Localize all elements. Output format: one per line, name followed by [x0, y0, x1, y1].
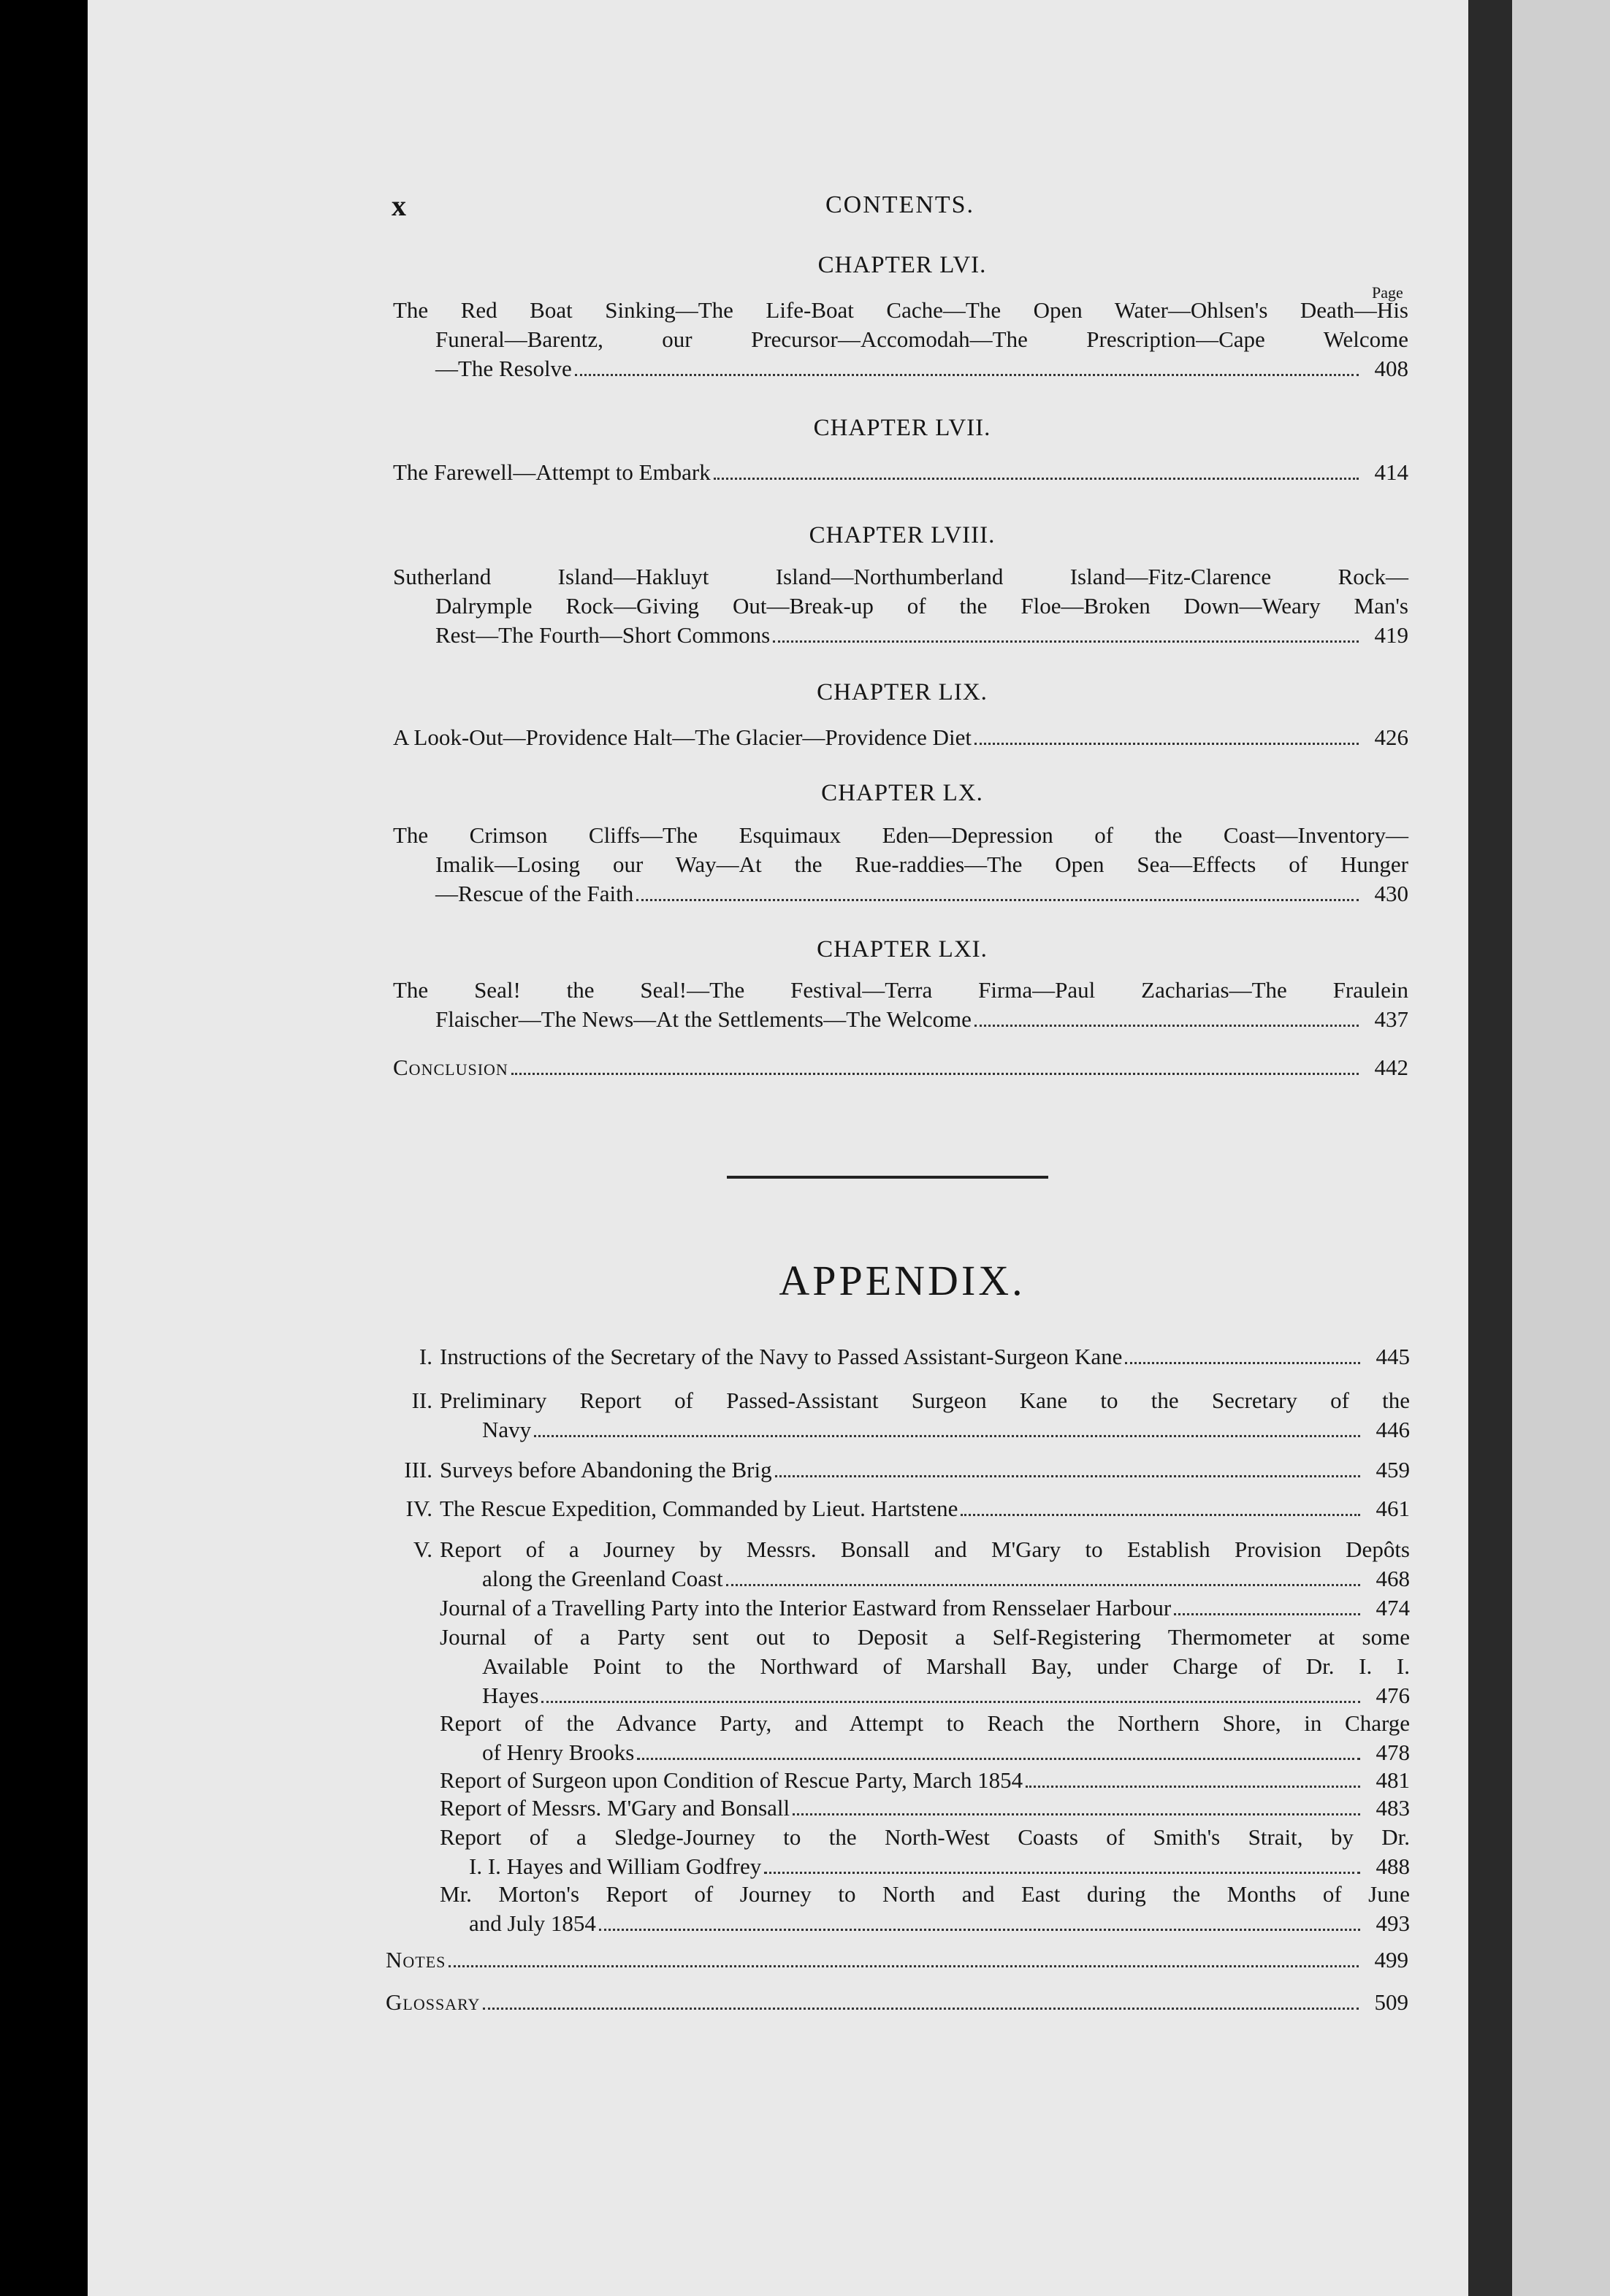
chapter-heading: CHAPTER LVIII.	[809, 522, 996, 548]
entry-line: Rest—The Fourth—Short Commons 419	[393, 621, 1408, 650]
toc-entry	[393, 296, 1408, 383]
page-number: 419	[1374, 622, 1408, 648]
item-numeral: III.	[404, 1457, 432, 1482]
page-number: 426	[1374, 724, 1408, 750]
page-column-label: Page	[1372, 283, 1403, 302]
page-number: 483	[1376, 1795, 1410, 1821]
page-number: 493	[1376, 1910, 1410, 1936]
page-number: 476	[1376, 1683, 1410, 1708]
appendix-item: I. Instructions of the Secretary of the Navy to Passed Assistant-Surgeon Kane 445	[394, 1342, 1410, 1371]
entry-line: A Look-Out—Providence Halt—The Glacier—Providence Diet 426	[393, 723, 1408, 752]
book-gutter	[1468, 0, 1512, 2296]
toc-entry	[393, 723, 1408, 752]
entry-line: Flaischer—The News—At the Settlements—The Welcome 437	[393, 1005, 1408, 1034]
appendix-item: V. Report of a Journey by Messrs. Bonsall and M'Gary to Establish Provision Depôts along the Greenland Coast 468	[394, 1535, 1410, 1593]
appendix-subitem: Journal of a Party sent out to Deposit a Self-Registering Thermometer at some Available Point to the Northward of Marshall Bay, under Charge of Dr. I. I. Hayes 476	[440, 1623, 1410, 1710]
appendix-item: II. Preliminary Report of Passed-Assistant Surgeon Kane to the Secretary of the Navy 446	[394, 1386, 1410, 1444]
chapter-heading: CHAPTER LVII.	[813, 415, 991, 441]
page-number: 474	[1376, 1595, 1410, 1620]
facing-page	[1512, 0, 1610, 2296]
entry-line: —Rescue of the Faith 430	[393, 879, 1408, 908]
page-number: 414	[1374, 459, 1408, 485]
page-number: 481	[1376, 1767, 1410, 1793]
chapter-heading: CHAPTER LVI.	[817, 252, 987, 278]
appendix-subitem: Journal of a Travelling Party into the Interior Eastward from Rensselaer Harbour 474	[440, 1593, 1410, 1623]
chapter-heading: CHAPTER LIX.	[817, 679, 988, 705]
toc-entry	[393, 1053, 1408, 1082]
appendix-subitem: Report of Surgeon upon Condition of Rescue Party, March 1854 481	[440, 1766, 1410, 1795]
page-number: 478	[1376, 1740, 1410, 1765]
appendix-subitem: Report of the Advance Party, and Attempt to Reach the Northern Shore, in Charge of Henry Brooks 478	[440, 1709, 1410, 1767]
toc-entry	[393, 821, 1408, 908]
toc-entry: Glossary 509	[386, 1988, 1408, 2017]
toc-entry	[393, 458, 1408, 487]
page-number: 509	[1374, 1989, 1408, 2015]
entry-line: Dalrymple Rock—Giving Out—Break-up of the Floe—Broken Down—Weary Man's	[435, 593, 1408, 619]
page-number: 461	[1376, 1496, 1410, 1521]
page-number: 468	[1376, 1566, 1410, 1591]
page-number: 442	[1374, 1055, 1408, 1080]
item-numeral: I.	[419, 1344, 432, 1369]
item-numeral: IV.	[405, 1496, 432, 1521]
page-number: 488	[1376, 1853, 1410, 1879]
page-number: 437	[1374, 1006, 1408, 1032]
chapter-heading: CHAPTER LXI.	[817, 936, 988, 963]
item-numeral: V.	[413, 1537, 432, 1562]
page-number: 499	[1374, 1947, 1408, 1972]
entry-line: The Farewell—Attempt to Embark 414	[393, 458, 1408, 487]
entry-line: Sutherland Island—Hakluyt Island—Northumberland Island—Fitz-Clarence Rock—	[393, 564, 1408, 589]
appendix-subitem: Report of a Sledge-Journey to the North-West Coasts of Smith's Strait, by Dr. I. I. Hayes and William Godfrey 488	[440, 1823, 1410, 1881]
item-numeral: II.	[411, 1388, 432, 1413]
page-number: 445	[1376, 1344, 1410, 1369]
appendix-subitem: Mr. Morton's Report of Journey to North and East during the Months of June and July 1854 493	[440, 1880, 1410, 1938]
entry-line: Conclusion 442	[393, 1053, 1408, 1082]
appendix-subitem: Report of Messrs. M'Gary and Bonsall 483	[440, 1794, 1410, 1823]
section-divider	[727, 1176, 1048, 1179]
entry-line: The Red Boat Sinking—The Life-Boat Cache—The Open Water—Ohlsen's Death—His	[393, 297, 1408, 323]
appendix-title: APPENDIX.	[779, 1257, 1026, 1304]
page-number: 459	[1376, 1457, 1410, 1482]
toc-entry: Notes 499	[386, 1945, 1408, 1975]
entry-line: —The Resolve 408	[393, 354, 1408, 383]
toc-entry	[393, 562, 1408, 650]
entry-line: Imalik—Losing our Way—At the Rue-raddies—The Open Sea—Effects of Hunger	[435, 852, 1408, 877]
entry-line: Funeral—Barentz, our Precursor—Accomodah—The Prescription—Cape Welcome	[435, 326, 1408, 352]
toc-entry	[393, 976, 1408, 1034]
page-number: 430	[1374, 881, 1408, 906]
entry-line: The Seal! the Seal!—The Festival—Terra Firma—Paul Zacharias—The Fraulein	[393, 977, 1408, 1003]
page-number: 446	[1376, 1417, 1410, 1442]
running-title: CONTENTS.	[825, 191, 975, 218]
chapter-heading: CHAPTER LX.	[821, 780, 983, 806]
page-number: 408	[1374, 356, 1408, 381]
entry-line: The Crimson Cliffs—The Esquimaux Eden—Depression of the Coast—Inventory—	[393, 822, 1408, 848]
appendix-item: III. Surveys before Abandoning the Brig 459	[394, 1455, 1410, 1485]
appendix-item: IV. The Rescue Expedition, Commanded by Lieut. Hartstene 461	[394, 1494, 1410, 1523]
page-folio: x	[392, 189, 406, 222]
